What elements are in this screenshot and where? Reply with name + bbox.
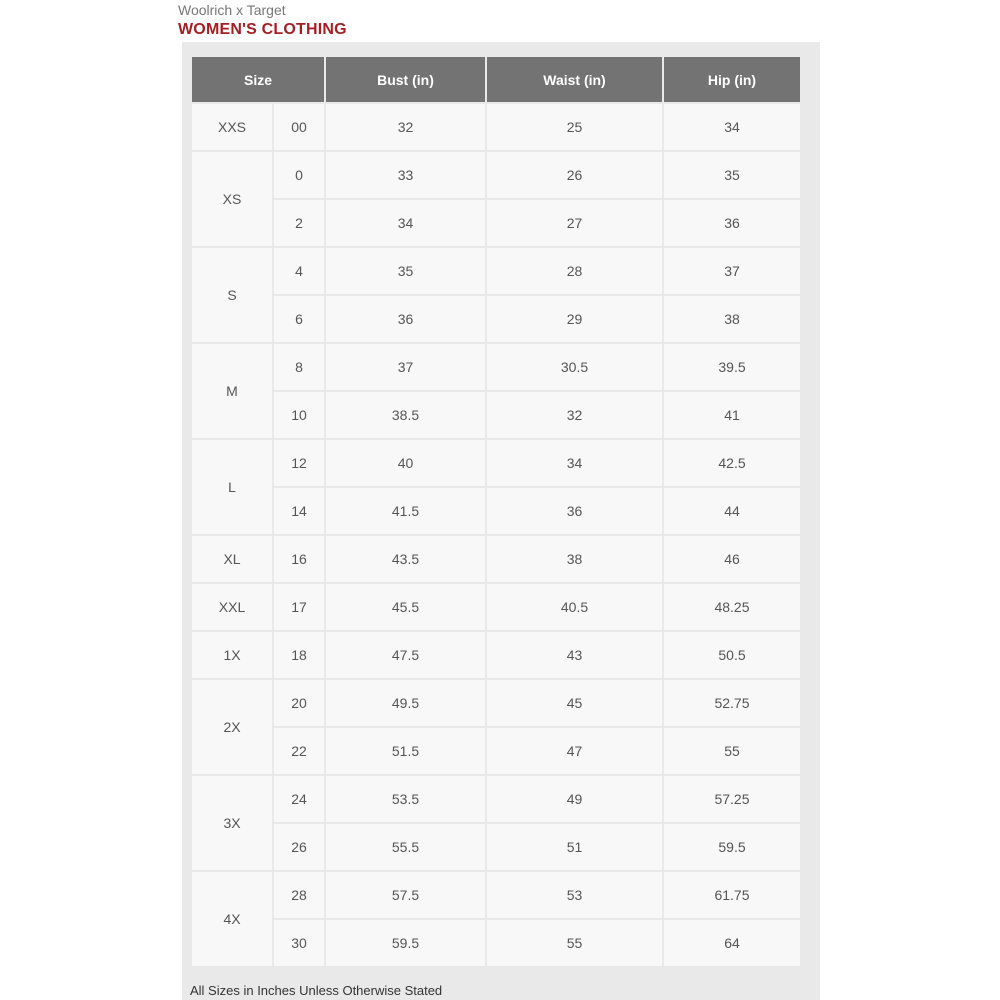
numeric-size-cell: 4 [274, 248, 324, 294]
table-row [192, 104, 800, 150]
hip-cell: 52.75 [664, 680, 800, 726]
size-label-cell: XXL [192, 584, 272, 630]
numeric-size-cell: 17 [274, 584, 324, 630]
table-row [192, 200, 800, 246]
table-row [192, 392, 800, 438]
size-label-cell: 4X [192, 872, 272, 966]
bust-cell: 41.5 [326, 488, 485, 534]
bust-cell: 55.5 [326, 824, 485, 870]
bust-cell: 51.5 [326, 728, 485, 774]
waist-cell: 28 [487, 248, 662, 294]
bust-cell: 35 [326, 248, 485, 294]
hip-cell: 64 [664, 920, 800, 966]
size-label-cell: XL [192, 536, 272, 582]
waist-cell: 40.5 [487, 584, 662, 630]
bust-cell: 38.5 [326, 392, 485, 438]
hip-cell: 35 [664, 152, 800, 198]
numeric-size-cell: 22 [274, 728, 324, 774]
bust-cell: 40 [326, 440, 485, 486]
column-header-size: Size [192, 57, 324, 102]
size-label-cell: S [192, 248, 272, 342]
hip-cell: 41 [664, 392, 800, 438]
hip-cell: 59.5 [664, 824, 800, 870]
size-label-cell: 2X [192, 680, 272, 774]
numeric-size-cell: 6 [274, 296, 324, 342]
bust-cell: 53.5 [326, 776, 485, 822]
numeric-size-cell: 20 [274, 680, 324, 726]
hip-cell: 55 [664, 728, 800, 774]
waist-cell: 38 [487, 536, 662, 582]
hip-cell: 42.5 [664, 440, 800, 486]
waist-cell: 29 [487, 296, 662, 342]
brand-title: Woolrich x Target [178, 2, 286, 18]
table-row [192, 152, 800, 198]
bust-cell: 34 [326, 200, 485, 246]
size-label-cell: M [192, 344, 272, 438]
hip-cell: 34 [664, 104, 800, 150]
header-row [192, 57, 800, 102]
table-row [192, 344, 800, 390]
size-label-cell: L [192, 440, 272, 534]
waist-cell: 43 [487, 632, 662, 678]
numeric-size-cell: 18 [274, 632, 324, 678]
waist-cell: 30.5 [487, 344, 662, 390]
size-label-cell: XS [192, 152, 272, 246]
bust-cell: 43.5 [326, 536, 485, 582]
table-row [192, 488, 800, 534]
numeric-size-cell: 2 [274, 200, 324, 246]
numeric-size-cell: 24 [274, 776, 324, 822]
size-chart-table [190, 55, 802, 968]
table-row [192, 776, 800, 822]
numeric-size-cell: 28 [274, 872, 324, 918]
size-label-cell: XXS [192, 104, 272, 150]
size-label-cell: 1X [192, 632, 272, 678]
waist-cell: 45 [487, 680, 662, 726]
hip-cell: 61.75 [664, 872, 800, 918]
numeric-size-cell: 26 [274, 824, 324, 870]
table-row [192, 536, 800, 582]
waist-cell: 36 [487, 488, 662, 534]
waist-cell: 25 [487, 104, 662, 150]
bust-cell: 49.5 [326, 680, 485, 726]
hip-cell: 48.25 [664, 584, 800, 630]
column-header-bust: Bust (in) [326, 57, 485, 102]
numeric-size-cell: 14 [274, 488, 324, 534]
footnote: All Sizes in Inches Unless Otherwise Stated [190, 983, 443, 998]
numeric-size-cell: 30 [274, 920, 324, 966]
numeric-size-cell: 8 [274, 344, 324, 390]
waist-cell: 27 [487, 200, 662, 246]
column-header-hip: Hip (in) [664, 57, 800, 102]
numeric-size-cell: 12 [274, 440, 324, 486]
table-row [192, 728, 800, 774]
numeric-size-cell: 16 [274, 536, 324, 582]
waist-cell: 55 [487, 920, 662, 966]
waist-cell: 49 [487, 776, 662, 822]
hip-cell: 50.5 [664, 632, 800, 678]
size-chart-body [192, 104, 800, 966]
hip-cell: 39.5 [664, 344, 800, 390]
waist-cell: 51 [487, 824, 662, 870]
waist-cell: 53 [487, 872, 662, 918]
waist-cell: 26 [487, 152, 662, 198]
hip-cell: 38 [664, 296, 800, 342]
hip-cell: 37 [664, 248, 800, 294]
bust-cell: 36 [326, 296, 485, 342]
hip-cell: 44 [664, 488, 800, 534]
bust-cell: 57.5 [326, 872, 485, 918]
table-row [192, 872, 800, 918]
numeric-size-cell: 10 [274, 392, 324, 438]
table-row [192, 824, 800, 870]
table-row [192, 680, 800, 726]
bust-cell: 59.5 [326, 920, 485, 966]
table-row [192, 440, 800, 486]
table-row [192, 584, 800, 630]
table-row [192, 296, 800, 342]
waist-cell: 47 [487, 728, 662, 774]
bust-cell: 37 [326, 344, 485, 390]
page-heading: WOMEN'S CLOTHING [178, 21, 347, 38]
bust-cell: 47.5 [326, 632, 485, 678]
size-label-cell: 3X [192, 776, 272, 870]
table-row [192, 632, 800, 678]
hip-cell: 57.25 [664, 776, 800, 822]
table-row [192, 920, 800, 966]
bust-cell: 32 [326, 104, 485, 150]
bust-cell: 33 [326, 152, 485, 198]
bust-cell: 45.5 [326, 584, 485, 630]
table-row [192, 248, 800, 294]
numeric-size-cell: 0 [274, 152, 324, 198]
hip-cell: 46 [664, 536, 800, 582]
hip-cell: 36 [664, 200, 800, 246]
column-header-waist: Waist (in) [487, 57, 662, 102]
numeric-size-cell: 00 [274, 104, 324, 150]
waist-cell: 32 [487, 392, 662, 438]
waist-cell: 34 [487, 440, 662, 486]
